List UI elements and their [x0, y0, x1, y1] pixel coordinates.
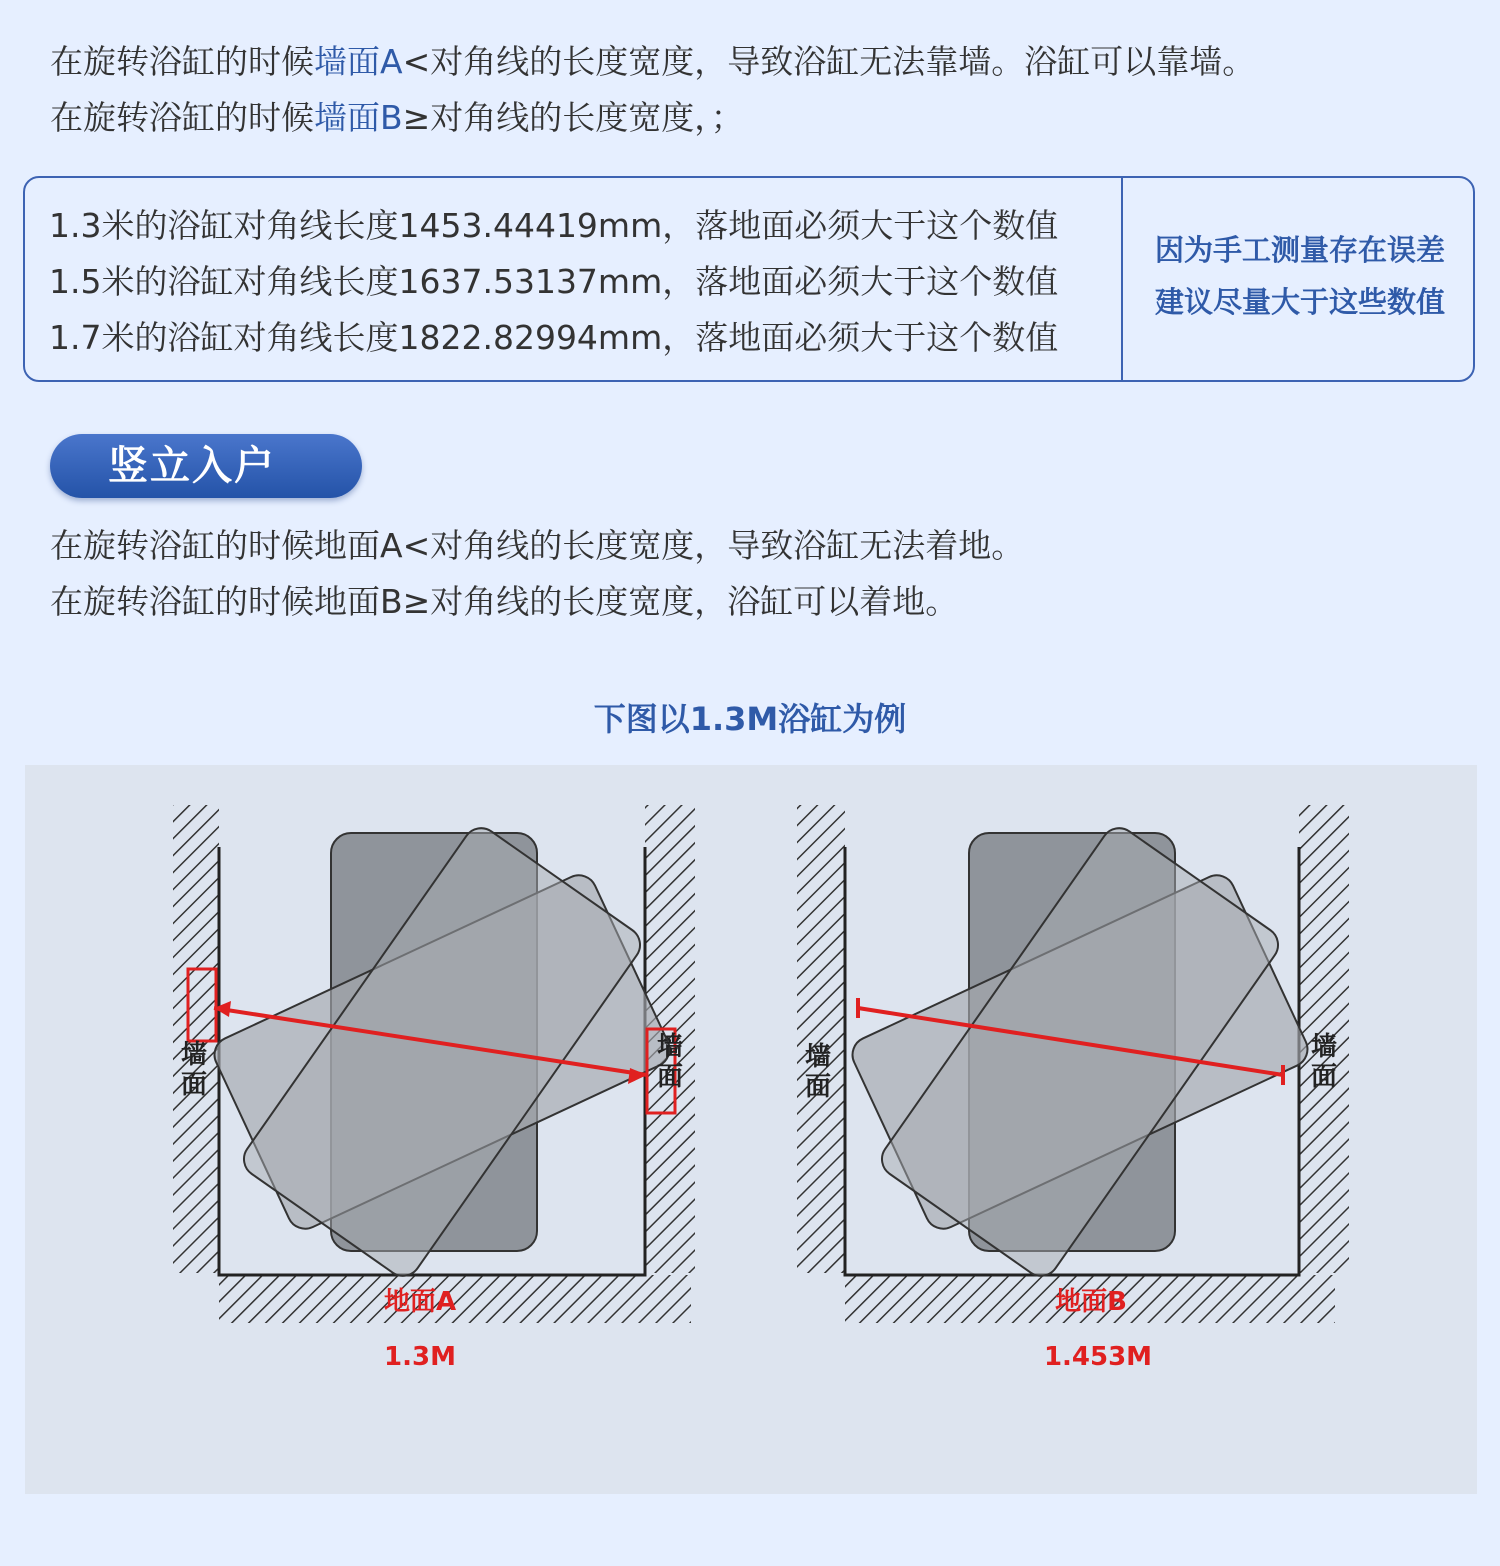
width-label-a: 1.3M	[384, 1342, 456, 1372]
left-wall-hatch-b	[797, 805, 845, 1273]
diagonal-row-1-7m: 1.7米的浴缸对角线长度1822.82994mm，落地面必须大于这个数值	[49, 318, 1059, 357]
section-heading-pill	[50, 434, 362, 498]
box-divider	[1121, 178, 1123, 380]
diagonal-info-box	[23, 176, 1475, 382]
wall-label-a-left-1: 墙	[181, 1040, 208, 1070]
wall-label-a-right-1: 墙	[657, 1032, 684, 1062]
left-wall-hatch-a	[173, 805, 219, 1273]
intro-line-1	[50, 34, 1450, 90]
floor-label-b: 地面B	[1055, 1287, 1127, 1317]
diagonal-row-1-5m: 1.5米的浴缸对角线长度1637.53137mm，落地面必须大于这个数值	[49, 262, 1059, 301]
intro-line-1-post: <对角线的长度宽度，导致浴缸无法靠墙。浴缸可以靠墙。	[402, 42, 1256, 81]
diagonal-row-1-3m: 1.3米的浴缸对角线长度1453.44419mm，落地面必须大于这个数值	[49, 206, 1059, 245]
wall-label-a-left-2: 面	[181, 1070, 208, 1100]
intro-line-1-pre: 在旋转浴缸的时候	[50, 42, 314, 81]
intro-line-2-highlight: 墙面B	[314, 98, 403, 137]
wall-label-b-left-2: 面	[805, 1072, 832, 1102]
wall-label-b-right-2: 面	[1311, 1062, 1338, 1092]
measurement-note	[1125, 224, 1475, 328]
width-label-b: 1.453M	[1043, 1342, 1153, 1372]
right-panel	[797, 805, 1349, 1372]
floor-label-a: 地面A	[383, 1287, 457, 1317]
section-line-1: 在旋转浴缸的时候地面A<对角线的长度宽度，导致浴缸无法着地。	[50, 526, 1025, 565]
intro-line-1-highlight: 墙面A	[314, 42, 403, 81]
note-line-1: 因为手工测量存在误差	[1154, 233, 1445, 267]
intro-line-2-pre: 在旋转浴缸的时候	[50, 98, 314, 137]
intro-line-2-post: ≥对角线的长度宽度，；	[402, 98, 744, 137]
rotation-diagram-svg	[25, 765, 1477, 1494]
wall-label-b-left-1: 墙	[805, 1042, 832, 1072]
intro-text	[50, 34, 1450, 146]
section-line-2: 在旋转浴缸的时候地面B≥对角线的长度宽度，浴缸可以着地。	[50, 582, 959, 621]
section-text	[50, 518, 1450, 630]
section-heading: 竖立入户	[108, 443, 276, 489]
wall-label-a-right-2: 面	[657, 1062, 684, 1092]
rotation-diagram	[25, 765, 1477, 1494]
left-panel	[173, 805, 695, 1372]
figure-caption: 下图以1.3M浴缸为例	[593, 700, 907, 738]
intro-line-2	[50, 90, 1450, 146]
note-line-2: 建议尽量大于这些数值	[1154, 285, 1445, 319]
diagonal-values-list	[49, 198, 1119, 366]
wall-label-b-right-1: 墙	[1311, 1032, 1338, 1062]
